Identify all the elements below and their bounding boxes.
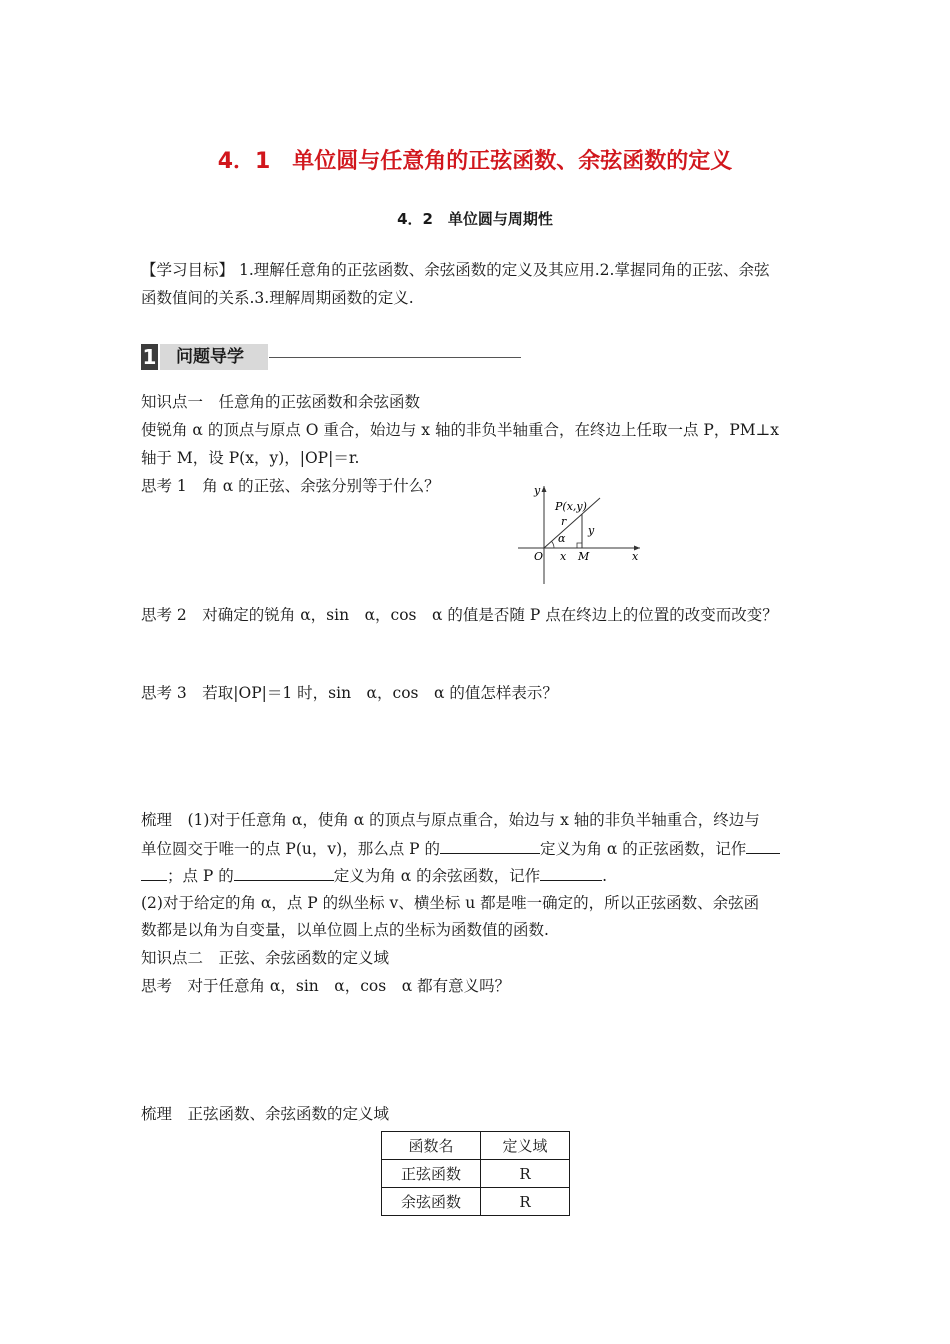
kp1-title: 知识点一 任意角的正弦函数和余弦函数 <box>141 393 421 411</box>
kp1-intro-1: 使锐角 α 的顶点与原点 O 重合，始边与 x 轴的非负半轴重合，在终边上任取一点 P，PM⊥x <box>141 421 779 439</box>
summary-1-text-a: 单位圆交于唯一的点 P(u，v)，那么点 P 的 <box>141 840 440 858</box>
kp2-summary: 梳理 正弦函数、余弦函数的定义域 <box>141 1105 390 1123</box>
objectives-label: 【学习目标】 <box>141 261 235 279</box>
radius-label: r <box>561 515 567 528</box>
kp1-intro-2: 轴于 M，设 P(x，y)，|OP|＝r. <box>141 449 360 467</box>
kp2-title: 知识点二 正弦、余弦函数的定义域 <box>141 949 390 967</box>
angle-label: α <box>558 532 566 545</box>
objectives-text-1: 1.理解任意角的正弦函数、余弦函数的定义及其应用.2.掌握同角的正弦、余弦 <box>238 261 770 279</box>
foot-label: M <box>578 550 590 563</box>
table-header-cell: 函数名 <box>382 1132 481 1160</box>
table-row <box>382 1188 570 1216</box>
right-angle-mark <box>577 543 582 548</box>
origin-label: O <box>534 550 544 563</box>
summary-1-line-1: 梳理 (1)对于任意角 α，使角 α 的顶点与原点重合，始边与 x 轴的非负半轴重合，终边与 <box>141 811 760 829</box>
summary-1-text-e: . <box>602 867 608 885</box>
x-length-label: x <box>560 550 567 563</box>
x-axis-label: x <box>632 550 639 563</box>
section-label: 问题导学 <box>160 344 268 370</box>
table-cell: 正弦函数 <box>382 1160 481 1188</box>
think-3: 思考 3 若取|OP|＝1 时，sin α，cos α 的值怎样表示？ <box>141 684 558 702</box>
answer-blank[interactable] <box>234 865 334 881</box>
table-row <box>382 1160 570 1188</box>
answer-blank[interactable] <box>141 865 167 881</box>
section-divider <box>269 357 521 358</box>
kp2-think: 思考 对于任意角 α，sin α，cos α 都有意义吗？ <box>141 977 511 995</box>
angle-arc <box>552 541 555 548</box>
page-subtitle: 4．2 单位圆与周期性 <box>397 210 553 228</box>
answer-blank[interactable] <box>540 865 602 881</box>
table-header-cell: 定义域 <box>481 1132 570 1160</box>
objectives-line-2: 函数值间的关系.3.理解周期函数的定义. <box>141 289 414 307</box>
table-header-row <box>382 1132 570 1160</box>
page-title: 4．1 单位圆与任意角的正弦函数、余弦函数的定义 <box>217 149 733 174</box>
summary-1-text-d: 定义为角 α 的余弦函数，记作 <box>333 867 541 885</box>
summary-2-line-1: (2)对于给定的角 α，点 P 的纵坐标 v、横坐标 u 都是唯一确定的，所以正弦函数、余弦函 <box>141 894 760 912</box>
section-number: 1 <box>142 345 157 369</box>
table-cell: 余弦函数 <box>382 1188 481 1216</box>
domain-table <box>381 1131 570 1216</box>
table-cell: R <box>481 1188 570 1216</box>
objectives-line-1 <box>141 260 769 280</box>
summary-1-text-c: ；点 P 的 <box>167 867 234 885</box>
y-axis-arrow <box>542 486 547 492</box>
point-label: P(x,y) <box>555 500 587 513</box>
think-2: 思考 2 对确定的锐角 α，sin α，cos α 的值是否随 P 点在终边上的位置的改变而改变？ <box>141 606 778 624</box>
think-1: 思考 1 角 α 的正弦、余弦分别等于什么？ <box>141 477 440 495</box>
summary-1-line-3 <box>141 865 607 886</box>
coordinate-figure <box>514 480 644 590</box>
table-cell: R <box>481 1160 570 1188</box>
answer-blank[interactable] <box>746 838 780 854</box>
answer-blank[interactable] <box>440 838 540 854</box>
summary-2-line-2: 数都是以角为自变量，以单位圆上点的坐标为函数值的函数. <box>141 921 549 939</box>
summary-1-text-b: 定义为角 α 的正弦函数，记作 <box>539 840 747 858</box>
summary-1-line-2 <box>141 838 780 859</box>
y-length-label: y <box>588 524 595 537</box>
y-axis-label: y <box>534 484 541 497</box>
